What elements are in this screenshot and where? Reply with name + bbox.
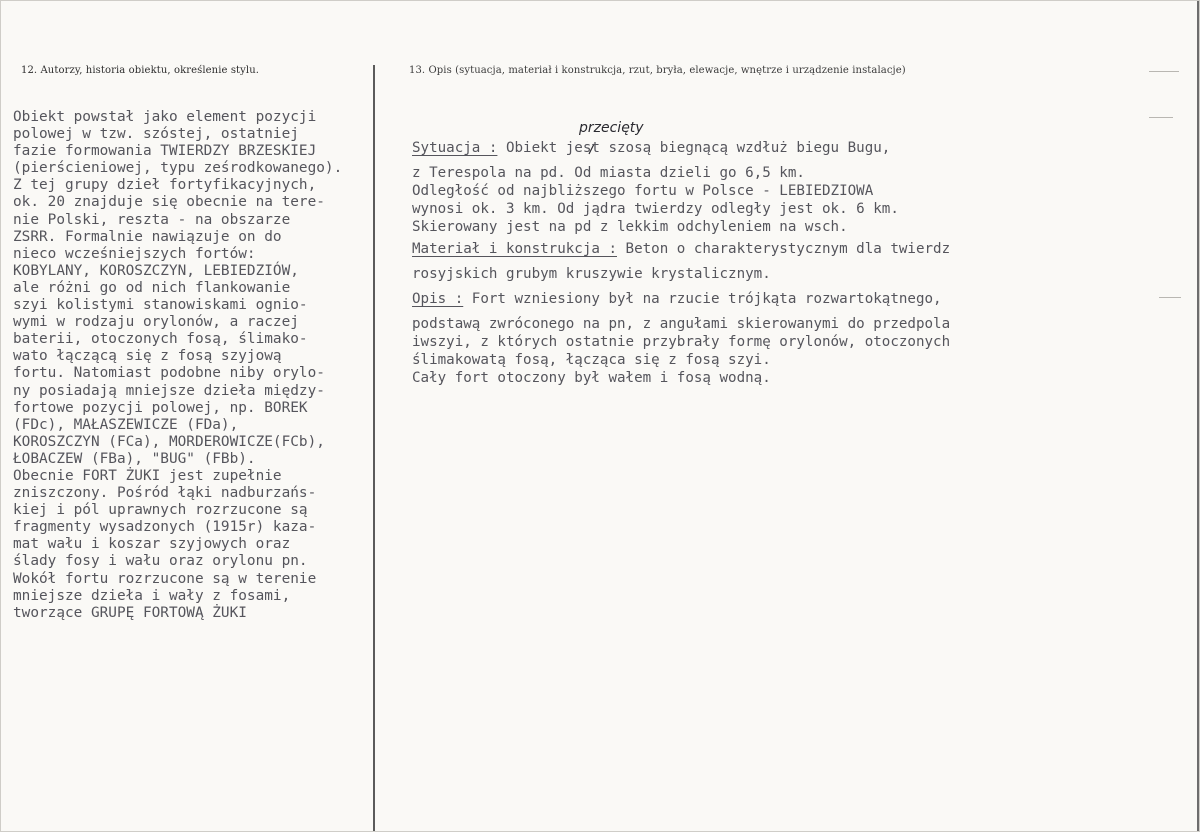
text-line: fortu. Natomiast podobne niby orylo- bbox=[13, 365, 325, 382]
text-line: baterii, otoczonych fosą, ślimako- bbox=[13, 331, 308, 348]
text-line: z Terespola na pd. Od miasta dzieli go 6,5 km. bbox=[412, 165, 805, 181]
column-divider bbox=[373, 65, 375, 831]
text-line: mat wału i koszar szyjowych oraz bbox=[13, 536, 291, 553]
text-line: kiej i pól uprawnych rozrzucone są bbox=[13, 502, 308, 519]
text-line: Obecnie FORT ŻUKI jest zupełnie bbox=[13, 467, 282, 484]
faint-mark bbox=[1149, 117, 1173, 118]
text-line: Odległość od najbliższego fortu w Polsce - LEBIEDZIOWA bbox=[412, 183, 874, 199]
text-line bbox=[412, 290, 1192, 308]
text-line: ślimakowatą fosą, łącząca się z fosą szyi. bbox=[412, 352, 771, 368]
card-edge bbox=[1197, 1, 1199, 831]
text-line: ślady fosy i wału oraz orylonu pn. bbox=[13, 553, 308, 570]
text-line: ZSRR. Formalnie nawiązuje on do bbox=[13, 228, 282, 245]
text-line: iwszyi, z których ostatnie przybrały formę orylonów, otoczonych bbox=[412, 334, 951, 350]
text-line: wato łączącą się z fosą szyjową bbox=[13, 348, 282, 365]
text-line: fazie formowania TWIERDZY BRZESKIEJ bbox=[13, 143, 317, 160]
text-line bbox=[412, 139, 1192, 157]
text-line: ok. 20 znajduje się obecnie na tere- bbox=[13, 194, 325, 211]
text-line: fortowe pozycji polowej, np. BOREK bbox=[13, 399, 308, 416]
text-line: Wokół fortu rozrzucone są w terenie bbox=[13, 570, 317, 587]
sytuacja-label: Sytuacja : bbox=[412, 140, 498, 156]
text-line: KOBYLANY, KOROSZCZYN, LEBIEDZIÓW, bbox=[13, 262, 299, 279]
text-line: wymi w rodzaju orylonów, a raczej bbox=[13, 314, 299, 331]
sytuacja-text: Obiekt jest szosą biegnącą wzdłuż biegu Bugu, bbox=[505, 140, 891, 156]
text-line: zniszczony. Pośród łąki nadburzańs- bbox=[13, 485, 317, 502]
text-line: Cały fort otoczony był wałem i fosą wodną. bbox=[412, 370, 771, 386]
text-line: nieco wcześniejszych fortów: bbox=[13, 245, 256, 262]
section-13-header: 13. Opis (sytuacja, materiał i konstrukcja, rzut, bryła, elewacje, wnętrze i urządzenie instalacje) bbox=[409, 65, 906, 76]
text-line: Z tej grupy dzieł fortyfikacyjnych, bbox=[13, 177, 317, 194]
text-line: tworzące GRUPĘ FORTOWĄ ŻUKI bbox=[13, 604, 247, 621]
material-label: Materiał i konstrukcja : bbox=[412, 241, 617, 257]
text-line: (FDc), MAŁASZEWICZE (FDa), bbox=[13, 416, 239, 433]
faint-mark bbox=[1149, 71, 1179, 72]
text-line: ŁOBACZEW (FBa), "BUG" (FBb). bbox=[13, 450, 256, 467]
history-text bbox=[13, 109, 373, 622]
text-line: ny posiadają mniejsze dzieła między- bbox=[13, 382, 325, 399]
text-line: nie Polski, reszta - na obszarze bbox=[13, 211, 291, 228]
text-line: mniejsze dzieła i wały z fosami, bbox=[13, 587, 291, 604]
handwritten-note: przecięty bbox=[579, 120, 644, 136]
text-line: Skierowany jest na pd z lekkim odchyleniem na wsch. bbox=[412, 219, 848, 235]
opis-label: Opis : bbox=[412, 291, 464, 307]
text-line: (pierścieniowej, typu ześrodkowanego). bbox=[13, 160, 343, 177]
text-line bbox=[412, 240, 1192, 258]
description-text bbox=[412, 139, 1192, 387]
text-line: wynosi ok. 3 km. Od jądra twierdzy odległy jest ok. 6 km. bbox=[412, 201, 899, 217]
text-line: ale różni go od nich flankowanie bbox=[13, 279, 291, 296]
material-text: Beton o charakterystycznym dla twierdz bbox=[625, 241, 951, 257]
text-line: Obiekt powstał jako element pozycji bbox=[13, 109, 317, 125]
text-line: szyi kolistymi stanowiskami ognio- bbox=[13, 297, 308, 314]
text-line: rosyjskich grubym kruszywie krystalicznym. bbox=[412, 266, 771, 282]
opis-text: Fort wzniesiony był na rzucie trójkąta rozwartokątnego, bbox=[471, 291, 942, 307]
section-12-header: 12. Autorzy, historia obiektu, określenie stylu. bbox=[21, 65, 260, 76]
text-line: fragmenty wysadzonych (1915r) kaza- bbox=[13, 519, 317, 536]
text-line: podstawą zwróconego na pn, z angułami skierowanymi do przedpola bbox=[412, 316, 951, 332]
text-line: polowej w tzw. szóstej, ostatniej bbox=[13, 126, 299, 143]
text-line: KOROSZCZYN (FCa), MORDEROWICZE(FCb), bbox=[13, 433, 325, 450]
